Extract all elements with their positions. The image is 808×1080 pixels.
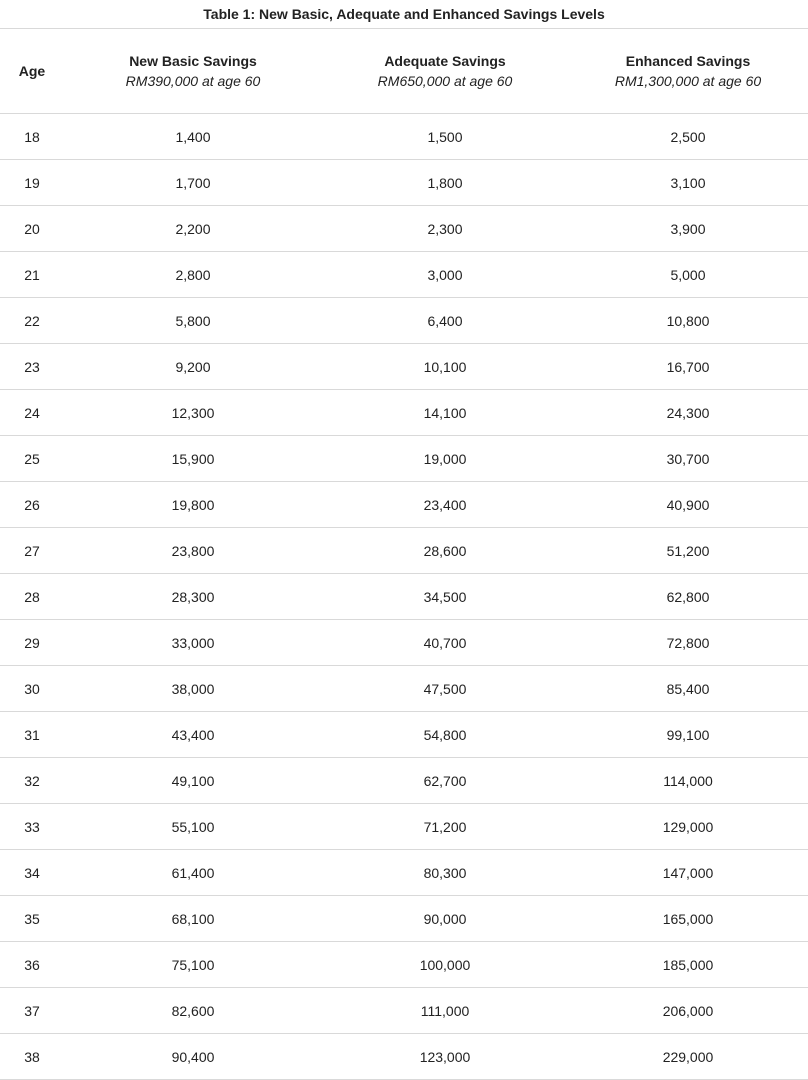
cell-basic: 12,300	[64, 390, 322, 436]
cell-basic: 61,400	[64, 850, 322, 896]
cell-enhanced: 129,000	[568, 804, 808, 850]
cell-age: 29	[0, 620, 64, 666]
cell-adequate: 28,600	[322, 528, 568, 574]
cell-age: 22	[0, 298, 64, 344]
cell-adequate: 19,000	[322, 436, 568, 482]
cell-basic: 43,400	[64, 712, 322, 758]
table-row	[0, 666, 808, 712]
table-row	[0, 436, 808, 482]
cell-basic: 68,100	[64, 896, 322, 942]
cell-adequate: 71,200	[322, 804, 568, 850]
table-row	[0, 942, 808, 988]
table-caption: Table 1: New Basic, Adequate and Enhanced Savings Levels	[203, 6, 605, 22]
cell-adequate: 47,500	[322, 666, 568, 712]
cell-basic: 2,800	[64, 252, 322, 298]
cell-age: 36	[0, 942, 64, 988]
cell-basic: 23,800	[64, 528, 322, 574]
table-row	[0, 804, 808, 850]
cell-basic: 33,000	[64, 620, 322, 666]
cell-basic: 9,200	[64, 344, 322, 390]
cell-basic: 55,100	[64, 804, 322, 850]
cell-enhanced: 62,800	[568, 574, 808, 620]
table-row	[0, 344, 808, 390]
header-adequate-savings	[322, 29, 568, 114]
cell-adequate: 14,100	[322, 390, 568, 436]
table-body	[0, 114, 808, 1080]
cell-age: 38	[0, 1034, 64, 1080]
header-basic-subtitle: RM390,000 at age 60	[125, 73, 261, 89]
cell-age: 35	[0, 896, 64, 942]
cell-enhanced: 3,100	[568, 160, 808, 206]
table-row	[0, 712, 808, 758]
cell-age: 19	[0, 160, 64, 206]
table-row	[0, 482, 808, 528]
header-basic-label: New Basic Savings	[129, 53, 257, 69]
cell-enhanced: 185,000	[568, 942, 808, 988]
table-row	[0, 574, 808, 620]
header-adequate-subtitle: RM650,000 at age 60	[377, 73, 513, 89]
cell-adequate: 62,700	[322, 758, 568, 804]
cell-enhanced: 51,200	[568, 528, 808, 574]
cell-basic: 49,100	[64, 758, 322, 804]
table-row	[0, 758, 808, 804]
cell-age: 25	[0, 436, 64, 482]
cell-age: 32	[0, 758, 64, 804]
header-row	[0, 29, 808, 114]
cell-enhanced: 16,700	[568, 344, 808, 390]
cell-enhanced: 30,700	[568, 436, 808, 482]
table-row	[0, 114, 808, 160]
cell-basic: 1,700	[64, 160, 322, 206]
cell-basic: 2,200	[64, 206, 322, 252]
table-row	[0, 390, 808, 436]
table-row	[0, 988, 808, 1034]
table-row	[0, 896, 808, 942]
cell-adequate: 90,000	[322, 896, 568, 942]
header-age-label: Age	[18, 63, 46, 79]
cell-enhanced: 5,000	[568, 252, 808, 298]
cell-adequate: 100,000	[322, 942, 568, 988]
cell-age: 30	[0, 666, 64, 712]
header-adequate-label: Adequate Savings	[384, 53, 506, 69]
cell-age: 20	[0, 206, 64, 252]
cell-age: 27	[0, 528, 64, 574]
cell-adequate: 3,000	[322, 252, 568, 298]
cell-adequate: 80,300	[322, 850, 568, 896]
table-row	[0, 528, 808, 574]
cell-basic: 90,400	[64, 1034, 322, 1080]
cell-basic: 82,600	[64, 988, 322, 1034]
cell-adequate: 23,400	[322, 482, 568, 528]
table-row	[0, 298, 808, 344]
header-basic-savings	[64, 29, 322, 114]
table-row	[0, 160, 808, 206]
cell-basic: 1,400	[64, 114, 322, 160]
header-enhanced-savings	[568, 29, 808, 114]
cell-enhanced: 24,300	[568, 390, 808, 436]
savings-levels-table	[0, 28, 808, 1080]
table-row	[0, 206, 808, 252]
cell-adequate: 111,000	[322, 988, 568, 1034]
cell-enhanced: 114,000	[568, 758, 808, 804]
cell-adequate: 54,800	[322, 712, 568, 758]
cell-enhanced: 165,000	[568, 896, 808, 942]
table-header	[0, 29, 808, 114]
cell-basic: 19,800	[64, 482, 322, 528]
cell-enhanced: 40,900	[568, 482, 808, 528]
cell-age: 33	[0, 804, 64, 850]
cell-basic: 28,300	[64, 574, 322, 620]
cell-enhanced: 2,500	[568, 114, 808, 160]
cell-adequate: 2,300	[322, 206, 568, 252]
cell-basic: 38,000	[64, 666, 322, 712]
header-enhanced-subtitle: RM1,300,000 at age 60	[614, 73, 762, 89]
cell-age: 26	[0, 482, 64, 528]
header-age	[0, 29, 64, 114]
cell-age: 31	[0, 712, 64, 758]
cell-adequate: 10,100	[322, 344, 568, 390]
cell-enhanced: 10,800	[568, 298, 808, 344]
cell-adequate: 6,400	[322, 298, 568, 344]
table-row	[0, 1034, 808, 1080]
cell-age: 21	[0, 252, 64, 298]
table-row	[0, 850, 808, 896]
table-row	[0, 252, 808, 298]
cell-age: 28	[0, 574, 64, 620]
cell-age: 37	[0, 988, 64, 1034]
cell-enhanced: 72,800	[568, 620, 808, 666]
cell-enhanced: 147,000	[568, 850, 808, 896]
cell-adequate: 40,700	[322, 620, 568, 666]
cell-adequate: 34,500	[322, 574, 568, 620]
cell-enhanced: 229,000	[568, 1034, 808, 1080]
cell-age: 18	[0, 114, 64, 160]
cell-basic: 5,800	[64, 298, 322, 344]
cell-enhanced: 99,100	[568, 712, 808, 758]
cell-basic: 75,100	[64, 942, 322, 988]
header-enhanced-label: Enhanced Savings	[625, 53, 751, 69]
cell-age: 24	[0, 390, 64, 436]
cell-age: 23	[0, 344, 64, 390]
cell-enhanced: 3,900	[568, 206, 808, 252]
cell-adequate: 1,800	[322, 160, 568, 206]
cell-basic: 15,900	[64, 436, 322, 482]
cell-enhanced: 206,000	[568, 988, 808, 1034]
table-row	[0, 620, 808, 666]
cell-adequate: 1,500	[322, 114, 568, 160]
cell-age: 34	[0, 850, 64, 896]
cell-adequate: 123,000	[322, 1034, 568, 1080]
cell-enhanced: 85,400	[568, 666, 808, 712]
